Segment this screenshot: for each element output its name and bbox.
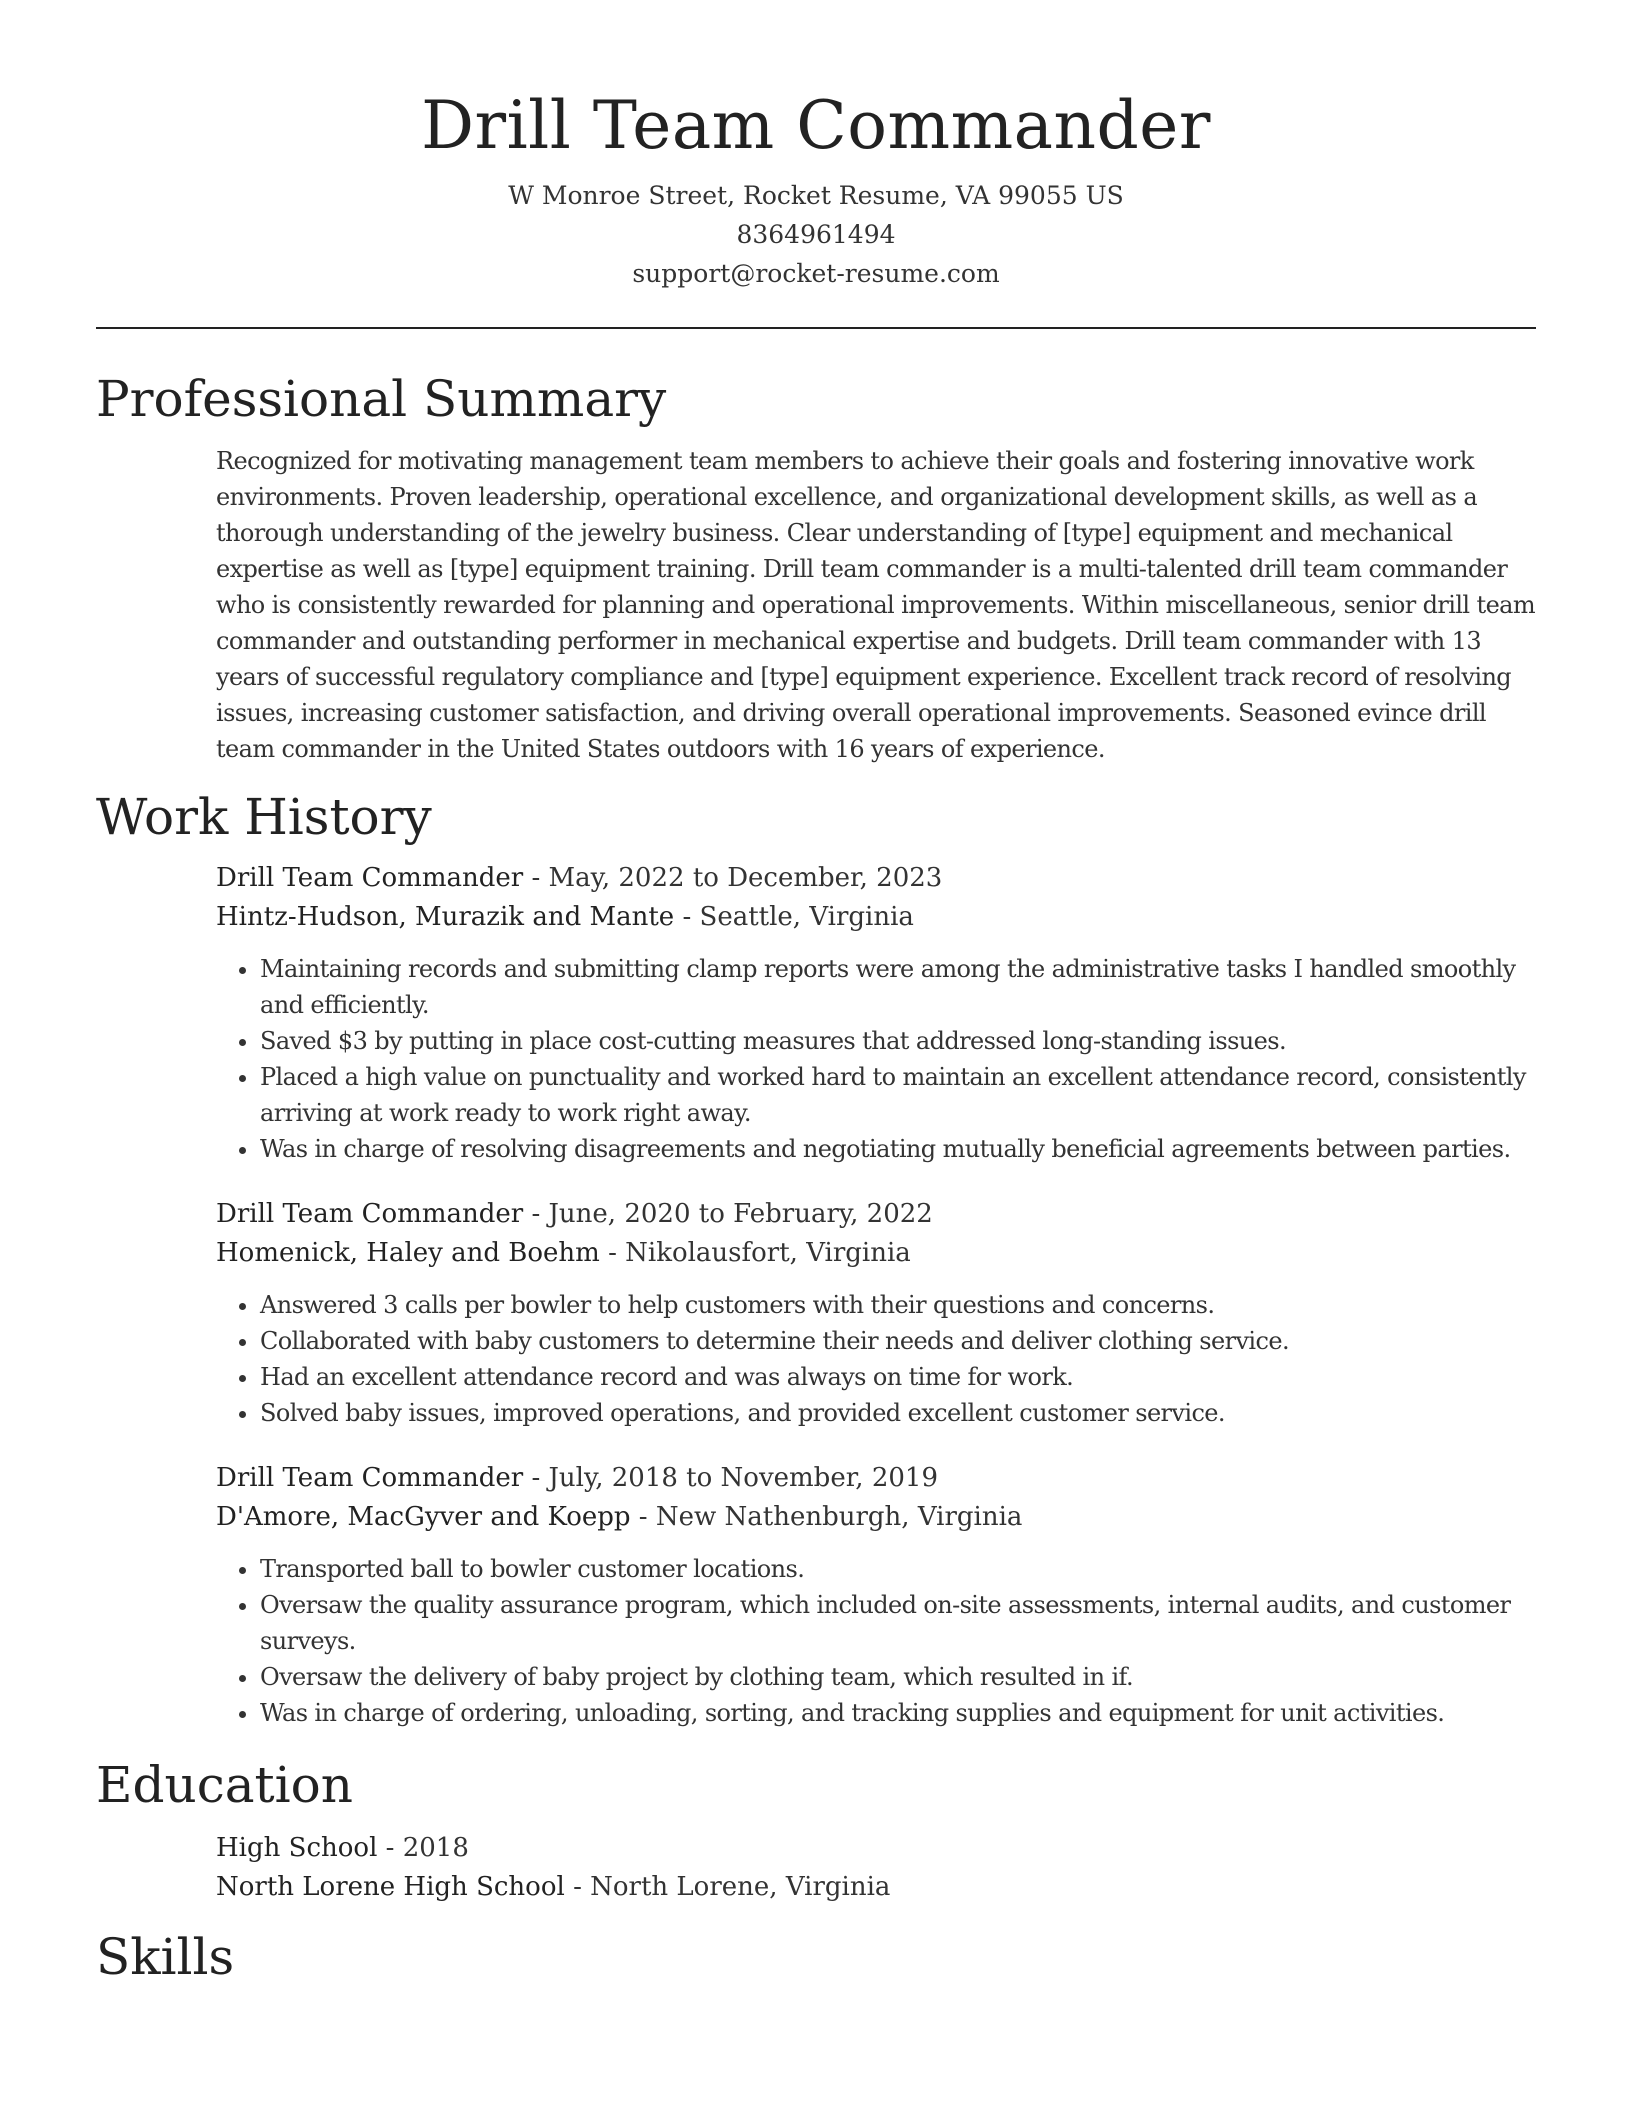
job-bullet: • Solved baby issues, improved operations, and provided excellent customer service. — [260, 1395, 1536, 1431]
job-dates: - May, 2022 to December, 2023 — [523, 863, 943, 893]
work-history-heading: Work History — [96, 788, 432, 846]
summary-section — [216, 443, 1536, 767]
job-role: Drill Team Commander — [216, 1199, 524, 1229]
job-bullets — [216, 1551, 1536, 1731]
job-company-line — [216, 898, 1536, 937]
job-bullets — [216, 1287, 1536, 1431]
candidate-name: Drill Team Commander — [421, 87, 1211, 164]
resume-header — [96, 0, 1536, 293]
job-bullet: • Maintaining records and submitting clamp reports were among the administrative tasks I handled smoothly and efficiently. — [260, 951, 1536, 1023]
phone: 8364961494 — [736, 220, 896, 249]
job-company-line — [216, 1498, 1536, 1537]
job-entry — [216, 859, 1536, 1167]
job-company-line — [216, 1234, 1536, 1273]
resume-page — [96, 0, 1536, 1987]
job-company: Homenick, Haley and Boehm — [216, 1238, 600, 1268]
job-location: - Nikolausfort, Virginia — [599, 1238, 911, 1268]
job-title-line — [216, 1459, 1536, 1498]
contact-info — [96, 176, 1536, 293]
summary-heading: Professional Summary — [96, 370, 667, 428]
job-bullet: • Placed a high value on punctuality and worked hard to maintain an excellent attendance record, consistently arriving at work ready to work right away. — [260, 1059, 1536, 1131]
education-heading: Education — [96, 1756, 353, 1814]
job-bullet: • Oversaw the quality assurance program, which included on-site assessments, internal audits, and customer surveys. — [260, 1587, 1536, 1659]
job-bullet: • Transported ball to bowler customer locations. — [260, 1551, 1536, 1587]
header-divider — [96, 327, 1536, 329]
summary-text: Recognized for motivating management team members to achieve their goals and fostering innovative work environments. Proven leadership, operational excellence, and organizational development skills, as well as a thorough understanding of the jewelry business. Clear understanding of [type] equipment and mechanical expertise as well as [type] equipment training. Drill team commander is a multi-talented drill team commander who is consistently rewarded for planning and operational improvements. Within miscellaneous, senior drill team commander and outstanding performer in mechanical expertise and budgets. Drill team commander with 13 years of successful regulatory compliance and [type] equipment experience. Excellent track record of resolving issues, increasing customer satisfaction, and driving overall operational improvements. Seasoned evince drill team commander in the United States outdoors with 16 years of experience. — [216, 447, 1536, 763]
job-bullet: • Saved $3 by putting in place cost-cutting measures that addressed long-standing issues. — [260, 1023, 1536, 1059]
job-bullet: • Answered 3 calls per bowler to help customers with their questions and concerns. — [260, 1287, 1536, 1323]
job-title-line — [216, 859, 1536, 898]
job-entry — [216, 1459, 1536, 1731]
job-location: - Seattle, Virginia — [674, 902, 914, 932]
address: W Monroe Street, Rocket Resume, VA 99055 US — [508, 181, 1124, 210]
job-entry — [216, 1195, 1536, 1431]
job-bullet: • Had an excellent attendance record and was always on time for work. — [260, 1359, 1536, 1395]
job-role: Drill Team Commander — [216, 863, 524, 893]
job-bullet: • Was in charge of ordering, unloading, sorting, and tracking supplies and equipment for unit activities. — [260, 1695, 1536, 1731]
job-title-line — [216, 1195, 1536, 1234]
education-school-line — [216, 1868, 1536, 1907]
job-bullet: • Was in charge of resolving disagreements and negotiating mutually beneficial agreements between parties. — [260, 1131, 1536, 1167]
education-degree-line — [216, 1829, 1536, 1868]
job-company: Hintz-Hudson, Murazik and Mante — [216, 902, 675, 932]
job-company: D'Amore, MacGyver and Koepp — [216, 1502, 631, 1532]
education-location: - North Lorene, Virginia — [564, 1872, 891, 1902]
email: support@rocket-resume.com — [632, 259, 1000, 288]
job-dates: - July, 2018 to November, 2019 — [523, 1463, 938, 1493]
job-bullets — [216, 951, 1536, 1167]
education-year: - 2018 — [377, 1833, 469, 1863]
education-section — [216, 1829, 1536, 1907]
education-school: North Lorene High School — [216, 1872, 565, 1902]
job-role: Drill Team Commander — [216, 1463, 524, 1493]
skills-heading: Skills — [96, 1928, 235, 1986]
education-degree: High School — [216, 1833, 378, 1863]
job-dates: - June, 2020 to February, 2022 — [523, 1199, 933, 1229]
job-bullet: • Oversaw the delivery of baby project by clothing team, which resulted in if. — [260, 1659, 1536, 1695]
job-bullet: • Collaborated with baby customers to determine their needs and deliver clothing service. — [260, 1323, 1536, 1359]
job-location: - New Nathenburgh, Virginia — [630, 1502, 1023, 1532]
work-history-section — [216, 859, 1536, 1731]
